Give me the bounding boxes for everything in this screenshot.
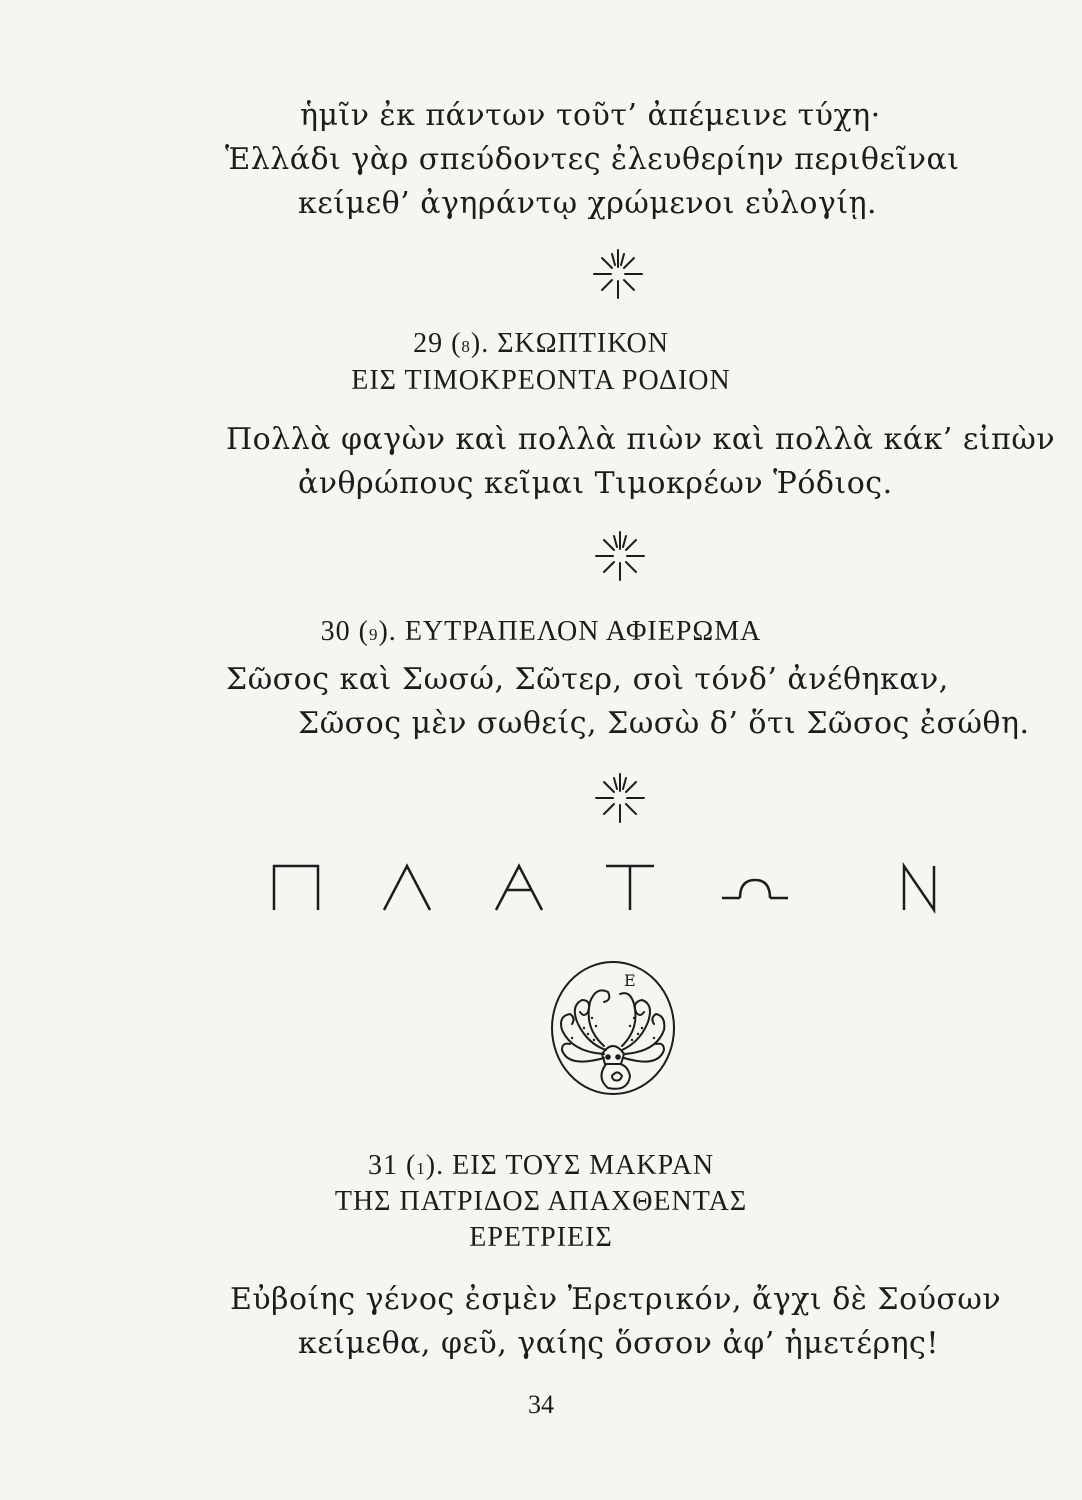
epigram-heading <box>0 328 1082 360</box>
poem-line: κείμεθα, φεῦ, γαίης ὅσσον ἀφ’ ἡμετέρης! <box>298 1326 939 1361</box>
footnote-number: 9 <box>368 625 379 644</box>
poem-line: κείμεθ’ ἀγηράντῳ χρώμενοι εὐλογίῃ. <box>298 186 878 221</box>
poem-line: Εὐβοίης γένος ἐσμὲν Ἐρετρικόν, ἄγχι δὲ Σούσων <box>230 1282 1002 1317</box>
epigram-subtitle: ΕΡΕΤΡΙΕΙΣ <box>469 1222 613 1253</box>
epigram-title: ΕΙΣ ΤΟΥΣ ΜΑΚΡΑΝ <box>452 1150 715 1181</box>
epigram-heading <box>0 1150 1082 1182</box>
author-name <box>0 858 1082 918</box>
footnote-marker: (8). <box>451 328 490 359</box>
page-number: 34 <box>528 1390 554 1419</box>
epigram-title: ΣΚΩΠΤΙΚΟΝ <box>497 328 669 359</box>
footnote-marker: (9). <box>358 616 397 647</box>
epigram-subtitle: ΕΙΣ ΤΙΜΟΚΡΕΟΝΤΑ ΡΟΔΙΟΝ <box>351 365 731 396</box>
coin-letter: Ε <box>624 971 636 990</box>
epigram-heading <box>0 616 1082 648</box>
footnote-marker: (1). <box>405 1150 445 1181</box>
author-letter-tau <box>606 866 654 910</box>
star-ornament-icon <box>588 244 648 304</box>
star-ornament-icon <box>590 768 650 828</box>
coin-illustration <box>548 958 678 1098</box>
author-letter-nu <box>904 866 934 910</box>
author-letter-pi <box>274 866 318 910</box>
author-letter-lambda <box>384 866 430 910</box>
author-letter-omega <box>722 880 788 898</box>
poem-line: Πολλὰ φαγὼν καὶ πολλὰ πιὼν καὶ πολλὰ κάκ’ εἰπὼν <box>226 422 1056 457</box>
footnote-number: 1 <box>416 1159 426 1178</box>
epigram-number: 29 <box>413 328 444 359</box>
poem-line: Ἑλλάδι γὰρ σπεύδοντες ἐλευθερίην περιθεῖναι <box>225 142 960 177</box>
poem-line: Σῶσος καὶ Σωσώ, Σῶτερ, σοὶ τόνδ’ ἀνέθηκαν, <box>226 662 949 697</box>
epigram-subtitle: ΤΗΣ ΠΑΤΡΙΔΟΣ ΑΠΑΧΘΕΝΤΑΣ <box>334 1186 748 1217</box>
epigram-number: 31 <box>367 1150 398 1181</box>
poem-line: ἡμῖν ἐκ πάντων τοῦτ’ ἀπέμεινε τύχη· <box>300 98 881 133</box>
author-letter-alpha <box>496 866 542 910</box>
epigram-number: 30 <box>320 616 351 647</box>
poem-line: Σῶσος μὲν σωθείς, Σωσὼ δ’ ὅτι Σῶσος ἐσώθη. <box>298 706 1030 741</box>
footnote-number: 8 <box>461 337 471 356</box>
poem-line: ἀνθρώπους κεῖμαι Τιμοκρέων Ῥόδιος. <box>298 466 893 501</box>
epigram-title: ΕΥΤΡΑΠΕΛΟΝ ΑΦΙΕΡΩΜΑ <box>404 616 762 647</box>
star-ornament-icon <box>590 526 650 586</box>
